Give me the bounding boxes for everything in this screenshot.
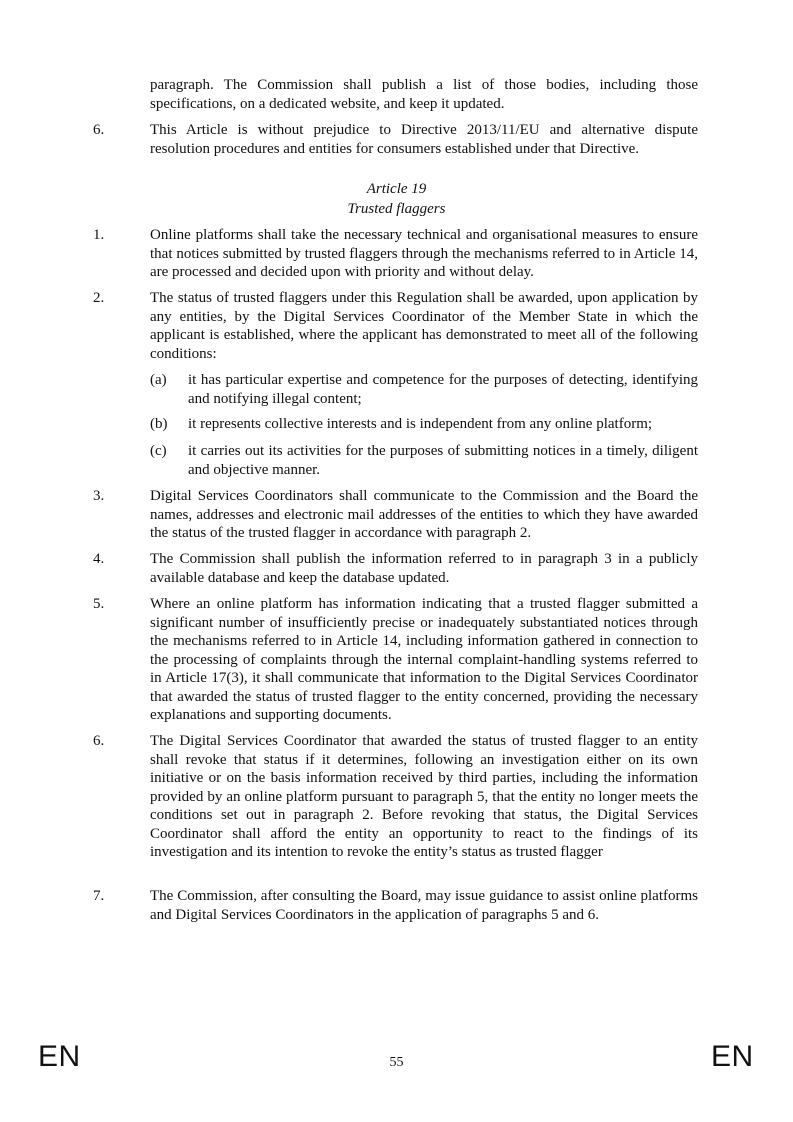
language-marker-left: EN: [38, 1040, 81, 1073]
article-number: Article 19: [366, 181, 427, 197]
paragraph-text: The Commission shall publish the information referred to in paragraph 3 in a publicly available database and keep the database updated.: [150, 551, 698, 586]
paragraph-text: Digital Services Coordinators shall communicate to the Commission and the Board the names, addresses and electronic mail addresses of the entities to which they have awarded the status of the trusted flagger in accordance with paragraph 2.: [150, 488, 698, 541]
subitem-text: it has particular expertise and competence for the purposes of detecting, identifying and notifying illegal content;: [188, 372, 698, 407]
paragraph-number: 3.: [93, 488, 105, 504]
subitem-label: (b): [150, 416, 168, 432]
paragraph-number: 2.: [93, 290, 105, 306]
paragraph-number: 6.: [93, 733, 105, 749]
paragraph-number: 1.: [93, 227, 105, 243]
continuation-paragraph: paragraph. The Commission shall publish a list of those bodies, including those specifications, on a dedicated website, and keep it updated.: [150, 77, 698, 112]
paragraph-text: Online platforms shall take the necessary technical and organisational measures to ensure that notices submitted by trusted flaggers through the mechanisms referred to in Article 14, are processed and decided upon with priority and without delay.: [150, 227, 698, 280]
subitem-label: (a): [150, 372, 167, 388]
page-number: 55: [389, 1055, 404, 1070]
paragraph-number: 7.: [93, 888, 105, 904]
subitem-label: (c): [150, 443, 167, 459]
paragraph-text: The Commission, after consulting the Board, may issue guidance to assist online platforms and Digital Services Coordinators in the application of paragraphs 5 and 6.: [150, 888, 698, 923]
language-marker-right: EN: [711, 1040, 754, 1073]
paragraph-text: This Article is without prejudice to Directive 2013/11/EU and alternative dispute resolution procedures and entities for consumers established under that Directive.: [150, 122, 698, 157]
paragraph-number: 4.: [93, 551, 105, 567]
paragraph-text: The Digital Services Coordinator that awarded the status of trusted flagger to an entity shall revoke that status if it determines, following an investigation either on its own initiative or on the basis information received by third parties, including the information provided by an online platform pursuant to paragraph 5, that the entity no longer meets the conditions set out in paragraph 2. Before revoking that status, the Digital Services Coordinator shall afford the entity an opportunity to react to the findings of its investigation and its intention to revoke the entity’s status as trusted flagger: [150, 733, 698, 860]
paragraph-text: The status of trusted flaggers under this Regulation shall be awarded, upon application by any entities, by the Digital Services Coordinator of the Member State in which the applicant is established, where the applicant has demonstrated to meet all of the following conditions:: [150, 290, 698, 362]
paragraph-number: 6.: [93, 122, 105, 138]
subitem-text: it carries out its activities for the purposes of submitting notices in a timely, diligent and objective manner.: [188, 443, 698, 478]
paragraph-number: 5.: [93, 596, 105, 612]
paragraph-text: Where an online platform has information indicating that a trusted flagger submitted a significant number of insufficiently precise or inadequately substantiated notices through the mechanisms referred to in Article 14, including information gathered in connection to the processing of complaints through the internal complaint-handling systems referred to in Article 17(3), it shall communicate that information to the Digital Services Coordinator that awarded the status of trusted flagger to the entity concerned, providing the necessary explanations and supporting documents.: [150, 596, 698, 723]
article-title: Trusted flaggers: [347, 201, 446, 217]
subitem-text: it represents collective interests and is independent from any online platform;: [188, 416, 653, 432]
